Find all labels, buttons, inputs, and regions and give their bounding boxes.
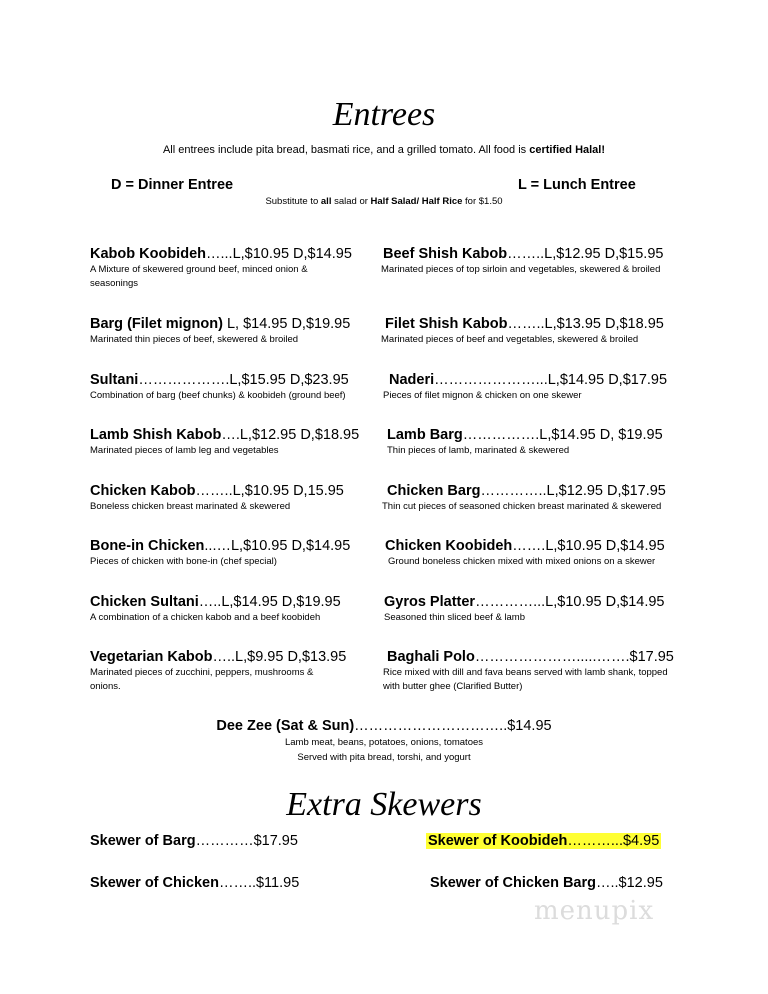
skewer-name: Skewer of Barg: [90, 833, 196, 849]
item-desc: Seasoned thin sliced beef & lamb: [384, 612, 526, 623]
item-desc: Combination of barg (beef chunks) & koobideh (ground beef): [90, 390, 346, 401]
item-price: …………….L,$14.95 D, $19.95: [462, 427, 663, 443]
item-price: …………...L,$10.95 D,$14.95: [475, 594, 665, 610]
intro-bold: certified Halal!: [529, 144, 606, 156]
skewer-name: Skewer of Chicken Barg: [430, 875, 596, 891]
watermark: menupix: [534, 896, 655, 926]
item-price: …………..L,$12.95 D,$17.95: [480, 483, 666, 499]
substitute-note: [0, 196, 768, 207]
skewer-price: …………$17.95: [195, 833, 298, 849]
item-name: Chicken Kabob: [90, 483, 196, 499]
item-name: Bone-in Chicken: [90, 538, 205, 554]
item-desc: Marinated pieces of zucchini, peppers, mushrooms & onions.: [90, 667, 314, 692]
item-name: Lamb Shish Kabob: [90, 427, 222, 443]
item-price: ...…L,$10.95 D,$14.95: [204, 538, 351, 554]
menu-item: [90, 372, 349, 403]
item-name: Filet Shish Kabob: [385, 316, 508, 332]
item-price: ….L,$12.95 D,$18.95: [221, 427, 360, 443]
skewer-item: [90, 833, 298, 849]
item-price: ……..L,$10.95 D,15.95: [195, 483, 344, 499]
item-name: Vegetarian Kabob: [90, 649, 213, 665]
item-price: …..L,$9.95 D,$13.95: [212, 649, 347, 665]
item-name: Beef Shish Kabob: [383, 246, 508, 262]
skewer-price: ……..$11.95: [218, 875, 300, 891]
menu-item: [90, 538, 350, 569]
item-name: Naderi: [389, 372, 435, 388]
item-desc: Pieces of chicken with bone-in (chef special): [90, 556, 277, 567]
item-name: Lamb Barg: [387, 427, 463, 443]
item-desc: Boneless chicken breast marinated & skewered: [90, 501, 291, 512]
special-price: …………………………..$14.95: [354, 718, 552, 734]
menu-item: [381, 594, 664, 625]
item-desc: Rice mixed with dill and fava beans served with lamb shank, topped with butter ghee (Clarified Butter): [383, 667, 668, 692]
item-name: Chicken Koobideh: [385, 538, 513, 554]
special-name: Dee Zee (Sat & Sun): [216, 718, 355, 734]
item-desc: Marinated pieces of beef and vegetables, skewered & broiled: [381, 334, 639, 345]
intro-prefix: All entrees include pita bread, basmati rice, and a grilled tomato. All food is: [162, 144, 530, 156]
special-desc-1: Lamb meat, beans, potatoes, onions, tomatoes: [284, 737, 484, 748]
sub-half: Half Salad/ Half Rice: [370, 196, 463, 207]
skewer-name: Skewer of Koobideh: [428, 833, 568, 849]
sub-mid: salad or: [331, 196, 371, 207]
menu-item: [381, 246, 663, 277]
item-price: ……..L,$12.95 D,$15.95: [507, 246, 664, 262]
skewer-item-highlighted: [426, 833, 661, 849]
menu-item: [90, 316, 350, 347]
menu-item: [381, 483, 666, 514]
item-desc: Thin pieces of lamb, marinated & skewered: [387, 445, 570, 456]
menu-item: [381, 427, 663, 458]
item-name: Sultani: [90, 372, 139, 388]
menu-item: [90, 427, 359, 458]
item-name: Gyros Platter: [384, 594, 476, 610]
item-desc: Thin cut pieces of seasoned chicken breast marinated & skewered: [382, 501, 662, 512]
item-desc: Marinated thin pieces of beef, skewered & broiled: [90, 334, 299, 345]
menu-item: [381, 372, 667, 403]
item-desc: A combination of a chicken kabob and a beef koobideh: [90, 612, 321, 623]
skewer-price: ………...$4.95: [567, 833, 660, 849]
dinner-legend: D = Dinner Entree: [111, 177, 234, 193]
page-title: Entrees: [332, 96, 436, 133]
lunch-legend: L = Lunch Entree: [518, 177, 636, 193]
skewers-title: Extra Skewers: [286, 786, 482, 823]
menu-item: [381, 649, 674, 694]
menu-item: [381, 538, 665, 569]
item-desc: Ground boneless chicken mixed with mixed onions on a skewer: [388, 556, 656, 567]
sub-prefix: Substitute to: [265, 196, 321, 207]
item-name: Chicken Barg: [387, 483, 481, 499]
skewer-price: …..$12.95: [596, 875, 663, 891]
skewer-item: [90, 875, 299, 891]
sub-suffix: for $1.50: [462, 196, 503, 207]
special-item: [0, 718, 768, 765]
menu-item: [381, 316, 664, 347]
item-price: ……………….L,$15.95 D,$23.95: [138, 372, 349, 388]
menu-item: [90, 246, 352, 291]
item-price: …………………...L,$14.95 D,$17.95: [434, 372, 668, 388]
item-name: Kabob Koobideh: [90, 246, 206, 262]
special-desc-2: Served with pita bread, torshi, and yogurt: [297, 752, 471, 763]
item-price: ………………….....…….$17.95: [474, 649, 674, 665]
item-desc: Marinated pieces of top sirloin and vegetables, skewered & broiled: [381, 264, 661, 275]
intro-text: [0, 144, 768, 156]
menu-item: [90, 483, 344, 514]
item-price: …...L,$10.95 D,$14.95: [206, 246, 352, 262]
item-name: Barg (Filet mignon): [90, 316, 223, 332]
item-name: Chicken Sultani: [90, 594, 199, 610]
item-price: …..L,$14.95 D,$19.95: [198, 594, 341, 610]
skewer-name: Skewer of Chicken: [90, 875, 219, 891]
skewer-item: [430, 875, 663, 891]
item-price: ……..L,$13.95 D,$18.95: [507, 316, 664, 332]
item-desc: A Mixture of skewered ground beef, minced onion & seasonings: [90, 264, 308, 289]
item-desc: Pieces of filet mignon & chicken on one skewer: [383, 390, 582, 401]
item-price: L, $14.95 D,$19.95: [222, 316, 351, 332]
menu-item: [90, 649, 346, 694]
item-desc: Marinated pieces of lamb leg and vegetables: [90, 445, 279, 456]
sub-all: all: [320, 196, 332, 207]
item-price: …….L,$10.95 D,$14.95: [512, 538, 665, 554]
menu-item: [90, 594, 341, 625]
item-name: Baghali Polo: [387, 649, 475, 665]
